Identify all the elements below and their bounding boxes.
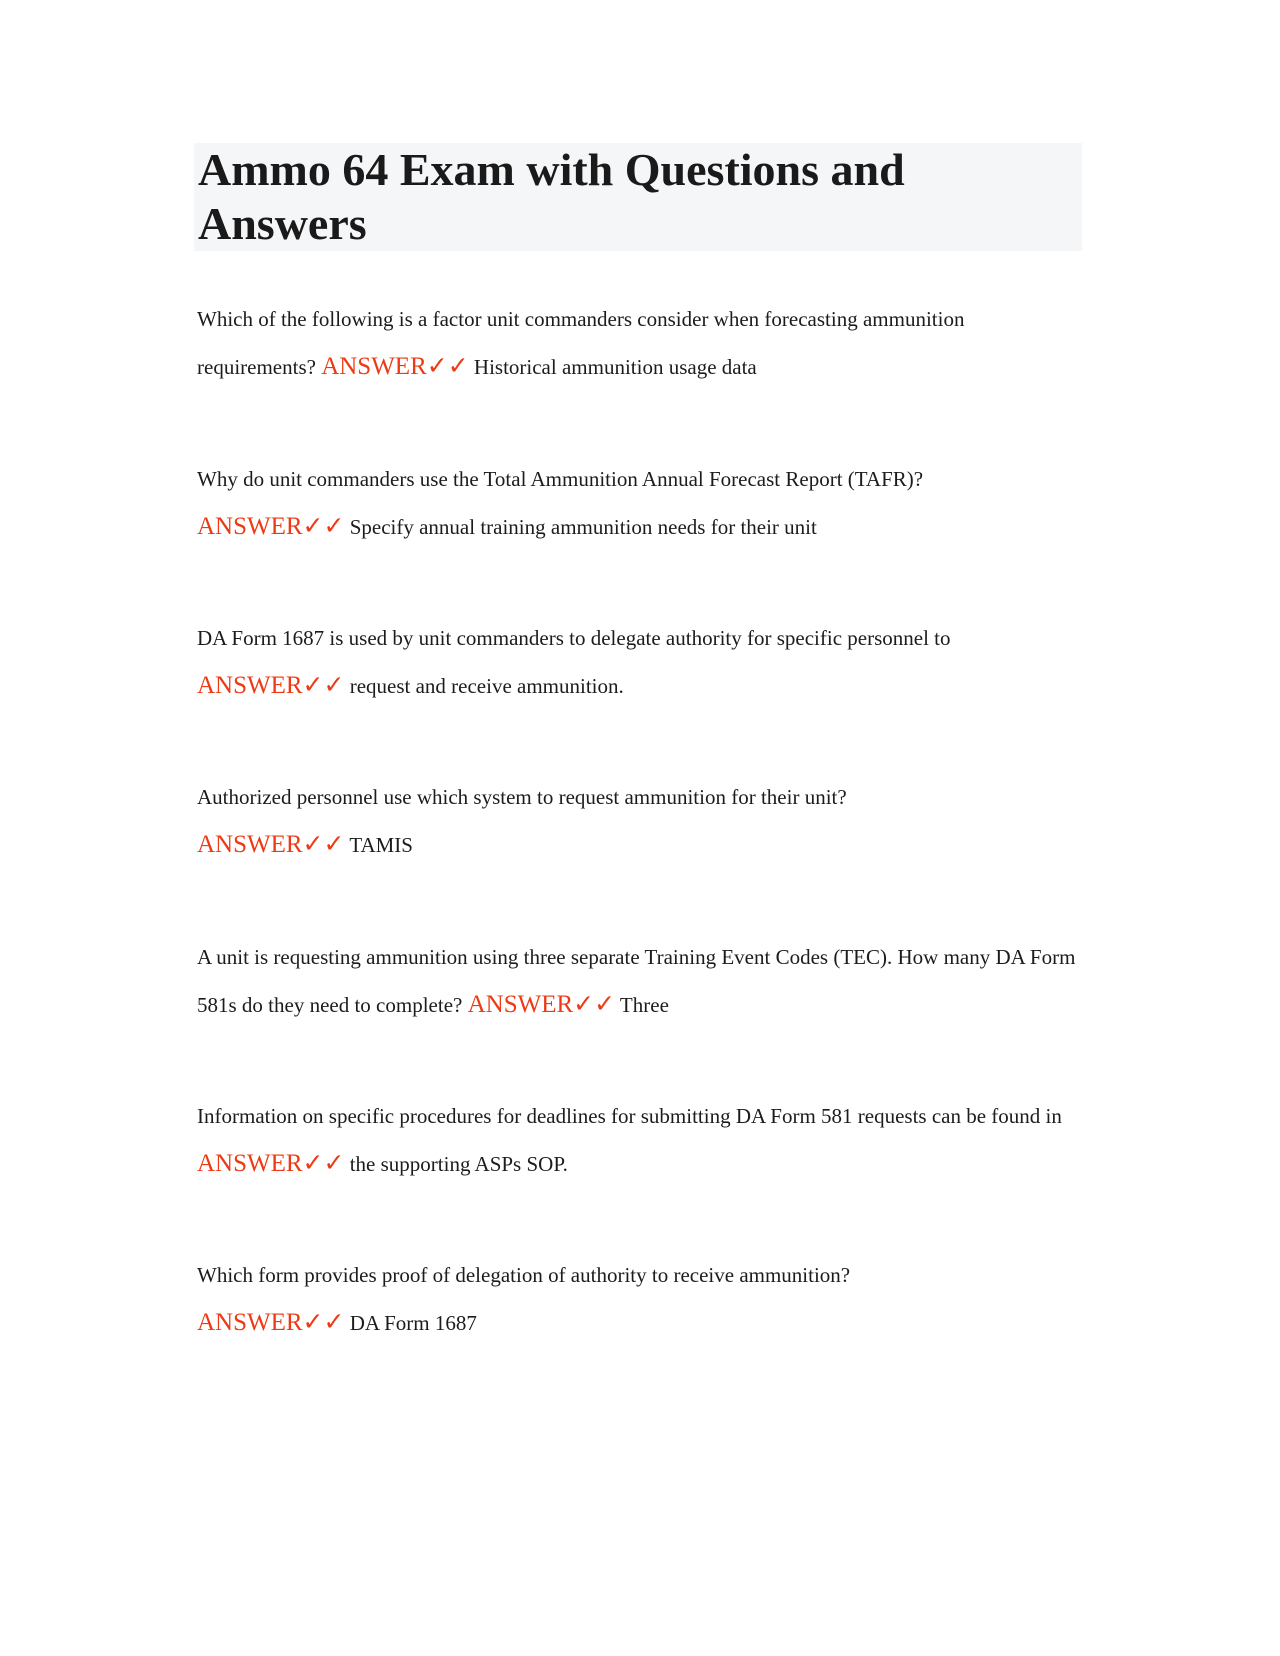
answer-text: Historical ammunition usage data [473, 355, 757, 379]
document-title: Ammo 64 Exam with Questions and Answers [198, 144, 905, 249]
answer-label: ANSWER✓✓ [197, 513, 345, 540]
answer-label: ANSWER✓✓ [197, 1309, 345, 1336]
answer-text: DA Form 1687 [349, 1311, 477, 1335]
qa-item-5 [197, 933, 1077, 1029]
question-text: Which of the following is a factor unit commanders consider when forecasting ammunition requirements? [197, 307, 965, 379]
answer-label: ANSWER✓✓ [197, 672, 345, 699]
answer-label: ANSWER✓✓ [467, 991, 616, 1018]
qa-item-6 [197, 1092, 1077, 1188]
question-text: Information on specific procedures for deadlines for submitting DA Form 581 requests can be found in [197, 1104, 1062, 1128]
question-text: Why do unit commanders use the Total Ammunition Annual Forecast Report (TAFR)? [197, 467, 924, 491]
answer-text: request and receive ammunition. [349, 674, 624, 698]
question-text: A unit is requesting ammunition using three separate Training Event Codes (TEC). How many DA Form 581s do they need to complete? [197, 945, 1076, 1017]
qa-item-3 [197, 614, 1077, 710]
answer-label: ANSWER✓✓ [197, 1150, 345, 1177]
qa-item-2 [197, 455, 1077, 551]
answer-text: Three [619, 993, 669, 1017]
answer-text: Specify annual training ammunition needs for their unit [349, 515, 817, 539]
question-text: Which form provides proof of delegation of authority to receive ammunition? [197, 1263, 851, 1287]
answer-text: the supporting ASPs SOP. [349, 1152, 568, 1176]
title-banner [194, 143, 1082, 251]
qa-item-1 [197, 295, 1077, 391]
qa-item-7 [197, 1251, 1077, 1347]
question-text: Authorized personnel use which system to request ammunition for their unit? [197, 785, 847, 809]
answer-label: ANSWER✓✓ [197, 831, 345, 858]
answer-text: TAMIS [349, 833, 413, 857]
answer-label: ANSWER✓✓ [321, 353, 469, 380]
qa-item-4 [197, 773, 1077, 869]
question-text: DA Form 1687 is used by unit commanders to delegate authority for specific personnel to [197, 626, 951, 650]
